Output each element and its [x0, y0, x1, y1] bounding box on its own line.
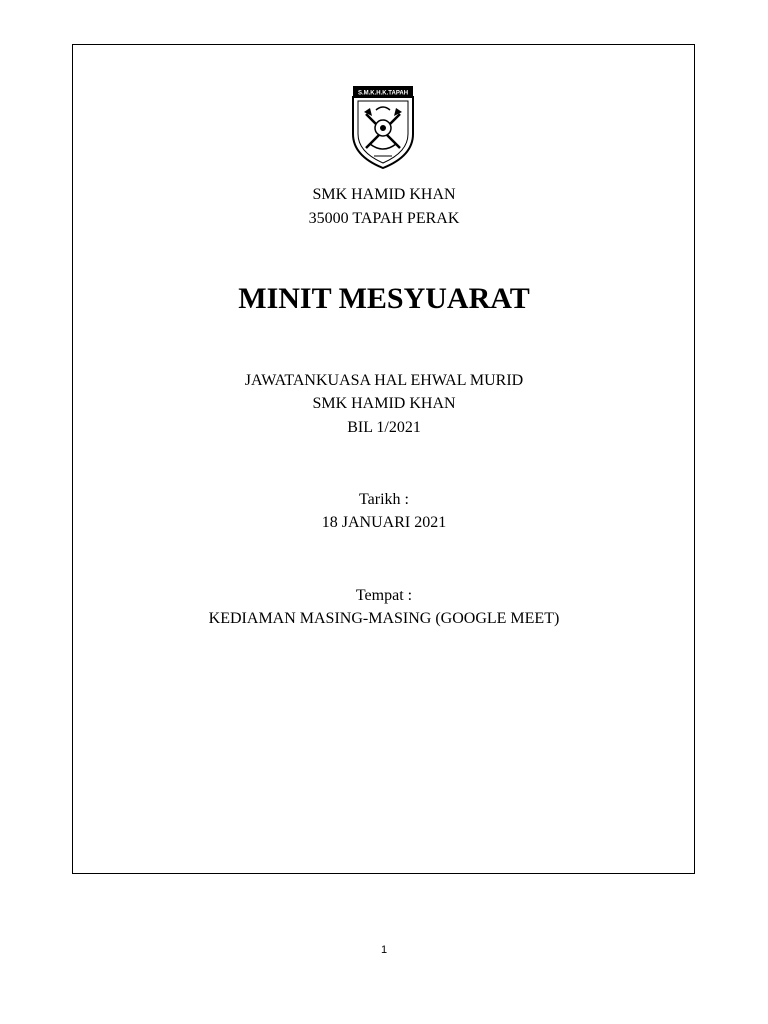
venue-value: KEDIAMAN MASING-MASING (GOOGLE MEET) [208, 610, 560, 627]
crest-text: S.M.K.H.K.TAPAH [357, 90, 409, 97]
school-crest-icon [350, 84, 416, 170]
date-label: Tarikh : [359, 491, 409, 508]
document-title: MINIT MESYUARAT [238, 282, 530, 315]
venue-label: Tempat : [355, 587, 413, 604]
school-address: 35000 TAPAH PERAK [308, 210, 460, 227]
school-name: SMK HAMID KHAN [312, 186, 456, 203]
date-value: 18 JANUARI 2021 [321, 514, 447, 531]
page-number: 1 [380, 944, 388, 956]
meeting-number: BIL 1/2021 [347, 419, 421, 436]
committee-name: JAWATANKUASA HAL EHWAL MURID [244, 372, 524, 389]
committee-school: SMK HAMID KHAN [312, 395, 456, 412]
